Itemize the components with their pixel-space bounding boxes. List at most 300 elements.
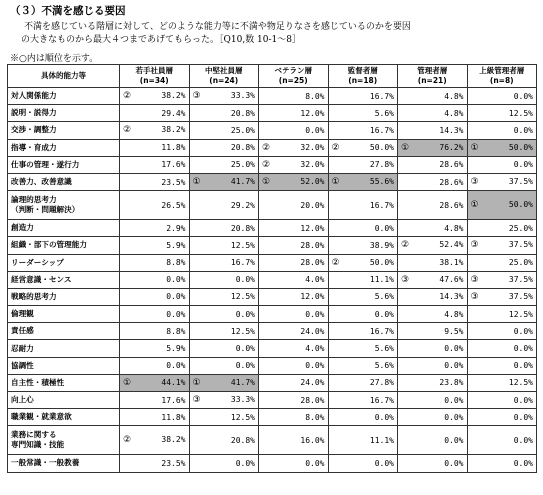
rank-badge: ② — [123, 91, 132, 102]
table-cell — [467, 191, 537, 220]
table-cell — [120, 374, 190, 391]
table-cell — [120, 122, 190, 139]
table-cell — [328, 105, 398, 122]
table-cell — [259, 392, 329, 409]
cell-value: 16.0% — [300, 435, 325, 445]
table-header-row — [8, 65, 537, 88]
cell-value: 25.0% — [508, 223, 533, 233]
col-name: 監督者層 — [347, 66, 378, 75]
cell-value: 0.0% — [513, 160, 533, 170]
cell-value: 0.0% — [444, 395, 464, 405]
cell-value: 17.6% — [161, 160, 186, 170]
rank-badge: ③ — [470, 291, 479, 302]
cell-value: 32.0% — [300, 159, 325, 169]
table-cell — [189, 306, 259, 323]
cell-value: 32.0% — [300, 142, 325, 152]
table-cell — [328, 306, 398, 323]
table-cell — [467, 392, 537, 409]
cell-value: 24.0% — [300, 378, 325, 388]
cell-value: 37.5% — [508, 274, 533, 284]
col-n: (n=24) — [209, 76, 239, 85]
dissatisfaction-table — [7, 64, 537, 473]
table-cell — [398, 156, 468, 173]
cell-value: 0.0% — [513, 412, 533, 422]
table-cell — [398, 237, 468, 254]
col-n: (n=34) — [139, 76, 169, 85]
rank-badge: ① — [470, 142, 479, 153]
header-col — [467, 65, 537, 88]
table-row — [8, 156, 537, 173]
cell-value: 28.0% — [300, 395, 325, 405]
cell-value: 0.0% — [444, 361, 464, 371]
header-corner: 具体的能力等 — [8, 65, 120, 88]
cell-value: 0.0% — [235, 275, 255, 285]
cell-value: 8.8% — [166, 258, 186, 268]
table-cell — [398, 122, 468, 139]
table-cell — [398, 254, 468, 271]
table-cell — [259, 220, 329, 237]
table-cell — [259, 409, 329, 426]
table-cell — [467, 340, 537, 357]
table-cell — [398, 139, 468, 156]
intro-text — [21, 21, 534, 47]
table-cell — [189, 220, 259, 237]
cell-value: 12.5% — [230, 240, 255, 250]
cell-value: 20.8% — [230, 143, 255, 153]
cell-value: 33.3% — [230, 91, 255, 101]
cell-value: 38.9% — [369, 240, 394, 250]
table-cell — [189, 374, 259, 391]
cell-value: 0.0% — [374, 458, 394, 468]
table-cell — [467, 323, 537, 340]
row-label: 忍耐力 — [8, 340, 120, 357]
cell-value: 25.0% — [508, 258, 533, 268]
table-cell — [467, 139, 537, 156]
table-cell — [467, 426, 537, 455]
row-label: 改善力、改善意識 — [8, 173, 120, 190]
cell-value: 12.5% — [508, 378, 533, 388]
cell-value: 28.6% — [439, 177, 464, 187]
cell-value: 0.0% — [235, 458, 255, 468]
rank-badge: ② — [331, 257, 340, 268]
col-name: 上級管理者層 — [479, 66, 525, 75]
cell-value: 55.6% — [369, 177, 394, 187]
table-cell — [120, 271, 190, 288]
table-cell — [189, 357, 259, 374]
table-cell — [189, 340, 259, 357]
cell-value: 0.0% — [305, 361, 325, 371]
cell-value: 12.0% — [300, 292, 325, 302]
table-cell — [467, 288, 537, 305]
table-cell — [467, 156, 537, 173]
table-cell — [467, 88, 537, 105]
cell-value: 0.0% — [513, 395, 533, 405]
rank-badge: ① — [123, 377, 132, 388]
cell-value: 16.7% — [369, 200, 394, 210]
rank-badge: ③ — [192, 91, 201, 102]
row-label: 自主性・積極性 — [8, 374, 120, 391]
table-cell — [328, 271, 398, 288]
table-cell — [328, 237, 398, 254]
cell-value: 41.7% — [230, 377, 255, 387]
table-cell — [189, 122, 259, 139]
header-col — [189, 65, 259, 88]
row-label: 一般常識・一般教養 — [8, 455, 120, 472]
cell-value: 24.0% — [300, 326, 325, 336]
col-name: 中堅社員層 — [205, 66, 243, 75]
row-label-line: 専門知識・技能 — [11, 440, 65, 450]
table-cell — [398, 340, 468, 357]
cell-value: 0.0% — [513, 458, 533, 468]
table-cell — [467, 271, 537, 288]
table-cell — [328, 191, 398, 220]
rank-badge: ③ — [470, 274, 479, 285]
table-row — [8, 173, 537, 190]
cell-value: 23.5% — [161, 177, 186, 187]
cell-value: 50.0% — [369, 257, 394, 267]
section-title: （３）不満を感じる要因 — [10, 5, 126, 17]
rank-badge: ② — [262, 159, 271, 170]
cell-value: 16.7% — [369, 326, 394, 336]
table-cell — [398, 271, 468, 288]
table-cell — [467, 409, 537, 426]
cell-value: 50.0% — [508, 200, 533, 210]
cell-value: 0.0% — [235, 309, 255, 319]
table-cell — [398, 357, 468, 374]
table-cell — [189, 392, 259, 409]
cell-value: 5.6% — [374, 292, 394, 302]
row-label-line: 業務に関する — [11, 430, 57, 440]
cell-value: 0.0% — [235, 344, 255, 354]
intro-line-2: の大きなものから最大４つまであげてもらった。［Q10,数 10-1～8］ — [21, 35, 301, 45]
row-label: 責任感 — [8, 323, 120, 340]
table-cell — [467, 122, 537, 139]
row-label: 戦略的思考力 — [8, 288, 120, 305]
cell-value: 28.0% — [300, 240, 325, 250]
row-label: 交渉・調整力 — [8, 122, 120, 139]
cell-value: 29.2% — [230, 200, 255, 210]
table-row — [8, 357, 537, 374]
table-cell — [189, 409, 259, 426]
table-cell — [398, 173, 468, 190]
table-row — [8, 426, 537, 455]
row-label: 向上心 — [8, 392, 120, 409]
cell-value: 5.6% — [374, 108, 394, 118]
table-cell — [328, 220, 398, 237]
cell-value: 8.0% — [305, 91, 325, 101]
table-cell — [189, 323, 259, 340]
table-cell — [398, 426, 468, 455]
table-cell — [467, 254, 537, 271]
cell-value: 8.8% — [166, 326, 186, 336]
cell-value: 4.8% — [444, 108, 464, 118]
cell-value: 4.0% — [305, 275, 325, 285]
table-cell — [189, 156, 259, 173]
table-row — [8, 220, 537, 237]
table-cell — [259, 105, 329, 122]
table-cell — [259, 156, 329, 173]
table-cell — [328, 122, 398, 139]
table-cell — [398, 220, 468, 237]
cell-value: 4.0% — [305, 344, 325, 354]
table-cell — [328, 455, 398, 472]
table-cell — [120, 105, 190, 122]
table-cell — [328, 323, 398, 340]
rank-note: ※○内は順位を示す。 — [10, 54, 99, 64]
table-cell — [467, 105, 537, 122]
table-cell — [120, 323, 190, 340]
table-cell — [398, 455, 468, 472]
cell-value: 47.6% — [439, 274, 464, 284]
cell-value: 29.4% — [161, 108, 186, 118]
rank-badge: ① — [192, 177, 201, 188]
table-cell — [120, 357, 190, 374]
cell-value: 4.8% — [444, 309, 464, 319]
table-cell — [328, 88, 398, 105]
cell-value: 12.0% — [300, 108, 325, 118]
cell-value: 11.1% — [369, 275, 394, 285]
table-cell — [328, 288, 398, 305]
table-cell — [120, 173, 190, 190]
rank-badge: ① — [331, 177, 340, 188]
table-body — [8, 88, 537, 473]
cell-value: 38.2% — [161, 91, 186, 101]
row-label — [8, 426, 120, 455]
table-cell — [398, 88, 468, 105]
table-cell — [189, 455, 259, 472]
cell-value: 16.7% — [369, 125, 394, 135]
cell-value: 11.8% — [161, 143, 186, 153]
row-label — [8, 191, 120, 220]
table-cell — [328, 173, 398, 190]
row-label: 組織・部下の管理能力 — [8, 237, 120, 254]
table-row — [8, 237, 537, 254]
cell-value: 9.5% — [444, 326, 464, 336]
table-cell — [467, 357, 537, 374]
table-cell — [189, 426, 259, 455]
table-cell — [398, 392, 468, 409]
cell-value: 0.0% — [166, 361, 186, 371]
table-cell — [259, 254, 329, 271]
table-cell — [398, 288, 468, 305]
table-cell — [189, 237, 259, 254]
table-cell — [467, 173, 537, 190]
cell-value: 5.6% — [374, 344, 394, 354]
cell-value: 50.0% — [508, 142, 533, 152]
row-label: 創造力 — [8, 220, 120, 237]
rank-badge: ① — [262, 177, 271, 188]
table-row — [8, 455, 537, 472]
table-row — [8, 271, 537, 288]
table-row — [8, 374, 537, 391]
cell-value: 0.0% — [513, 435, 533, 445]
table-cell — [120, 455, 190, 472]
cell-value: 41.7% — [230, 177, 255, 187]
cell-value: 0.0% — [166, 309, 186, 319]
cell-value: 50.0% — [369, 142, 394, 152]
table-row — [8, 191, 537, 220]
table-row — [8, 392, 537, 409]
table-cell — [259, 173, 329, 190]
cell-value: 25.0% — [230, 125, 255, 135]
cell-value: 0.0% — [513, 344, 533, 354]
cell-value: 37.5% — [508, 177, 533, 187]
cell-value: 16.7% — [369, 91, 394, 101]
table-cell — [467, 306, 537, 323]
cell-value: 28.6% — [439, 200, 464, 210]
table-cell — [259, 340, 329, 357]
table-cell — [189, 173, 259, 190]
table-cell — [120, 409, 190, 426]
intro-line-1: 不満を感じている階層に対して、どのような能力等に不満や物足りなさを感じているのかを要因 — [24, 22, 411, 32]
row-label: 協調性 — [8, 357, 120, 374]
col-name: 管理者層 — [417, 66, 448, 75]
cell-value: 16.7% — [230, 258, 255, 268]
cell-value: 4.8% — [444, 91, 464, 101]
table-cell — [328, 139, 398, 156]
cell-value: 20.8% — [230, 223, 255, 233]
table-cell — [259, 306, 329, 323]
cell-value: 5.6% — [374, 361, 394, 371]
rank-badge: ③ — [192, 395, 201, 406]
row-label: 説明・説得力 — [8, 105, 120, 122]
row-label: 対人関係能力 — [8, 88, 120, 105]
table-cell — [120, 340, 190, 357]
cell-value: 12.5% — [508, 309, 533, 319]
cell-value: 52.4% — [439, 240, 464, 250]
table-cell — [189, 288, 259, 305]
cell-value: 0.0% — [305, 458, 325, 468]
rank-badge: ③ — [470, 240, 479, 251]
table-row — [8, 306, 537, 323]
table-cell — [328, 426, 398, 455]
table-cell — [398, 105, 468, 122]
table-cell — [259, 357, 329, 374]
header-col — [328, 65, 398, 88]
cell-value: 27.8% — [369, 378, 394, 388]
table-cell — [189, 105, 259, 122]
cell-value: 16.7% — [369, 395, 394, 405]
cell-value: 12.5% — [508, 108, 533, 118]
rank-badge: ① — [401, 142, 410, 153]
cell-value: 5.9% — [166, 240, 186, 250]
rank-badge: ① — [470, 200, 479, 211]
cell-value: 5.9% — [166, 344, 186, 354]
cell-value: 0.0% — [444, 344, 464, 354]
cell-value: 23.8% — [439, 378, 464, 388]
cell-value: 26.5% — [161, 200, 186, 210]
cell-value: 44.1% — [161, 377, 186, 387]
table-cell — [259, 122, 329, 139]
cell-value: 12.5% — [230, 292, 255, 302]
table-cell — [189, 88, 259, 105]
row-label-line: （判断・問題解決） — [11, 205, 80, 215]
col-name: ベテラン層 — [274, 66, 312, 75]
cell-value: 0.0% — [305, 125, 325, 135]
table-cell — [328, 392, 398, 409]
rank-badge: ② — [262, 142, 271, 153]
cell-value: 12.0% — [300, 223, 325, 233]
cell-value: 12.5% — [230, 326, 255, 336]
table-cell — [259, 237, 329, 254]
table-cell — [328, 340, 398, 357]
col-n: (n=25) — [278, 76, 308, 85]
table-cell — [328, 374, 398, 391]
table-cell — [398, 191, 468, 220]
cell-value: 0.0% — [513, 361, 533, 371]
cell-value: 38.2% — [161, 435, 186, 445]
table-row — [8, 340, 537, 357]
table-cell — [328, 357, 398, 374]
cell-value: 0.0% — [513, 91, 533, 101]
table-row — [8, 323, 537, 340]
col-n: (n=18) — [348, 76, 378, 85]
cell-value: 0.0% — [444, 435, 464, 445]
cell-value: 0.0% — [235, 361, 255, 371]
table-cell — [259, 139, 329, 156]
row-label: 倫理観 — [8, 306, 120, 323]
cell-value: 14.3% — [439, 292, 464, 302]
cell-value: 17.6% — [161, 395, 186, 405]
header-col — [120, 65, 190, 88]
row-label: リーダーシップ — [8, 254, 120, 271]
col-name: 若手社員層 — [135, 66, 173, 75]
row-label-line: 論理的思考力 — [11, 195, 57, 205]
cell-value: 0.0% — [305, 309, 325, 319]
table-cell — [120, 288, 190, 305]
table-row — [8, 122, 537, 139]
cell-value: 12.5% — [230, 412, 255, 422]
cell-value: 0.0% — [374, 412, 394, 422]
cell-value: 25.0% — [230, 160, 255, 170]
cell-value: 76.2% — [439, 142, 464, 152]
table-cell — [328, 254, 398, 271]
table-cell — [120, 88, 190, 105]
rank-badge: ① — [192, 377, 201, 388]
cell-value: 0.0% — [513, 326, 533, 336]
table-cell — [259, 191, 329, 220]
cell-value: 11.8% — [161, 412, 186, 422]
cell-value: 28.6% — [439, 160, 464, 170]
row-label: 仕事の管理・遂行力 — [8, 156, 120, 173]
cell-value: 33.3% — [230, 395, 255, 405]
rank-badge: ② — [123, 435, 132, 446]
cell-value: 20.0% — [300, 200, 325, 210]
cell-value: 2.9% — [166, 223, 186, 233]
table-cell — [398, 409, 468, 426]
rank-badge: ② — [401, 240, 410, 251]
table-cell — [398, 306, 468, 323]
cell-value: 38.2% — [161, 125, 186, 135]
table-cell — [259, 88, 329, 105]
cell-value: 11.1% — [369, 435, 394, 445]
table-cell — [189, 254, 259, 271]
table-cell — [398, 374, 468, 391]
table-cell — [120, 191, 190, 220]
cell-value: 0.0% — [444, 412, 464, 422]
table-cell — [259, 271, 329, 288]
cell-value: 0.0% — [374, 223, 394, 233]
header-col — [259, 65, 329, 88]
table-cell — [328, 156, 398, 173]
cell-value: 14.3% — [439, 125, 464, 135]
table-cell — [259, 426, 329, 455]
table-row — [8, 288, 537, 305]
rank-badge: ② — [123, 125, 132, 136]
cell-value: 20.8% — [230, 435, 255, 445]
row-label: 指導・育成力 — [8, 139, 120, 156]
cell-value: 4.8% — [444, 223, 464, 233]
